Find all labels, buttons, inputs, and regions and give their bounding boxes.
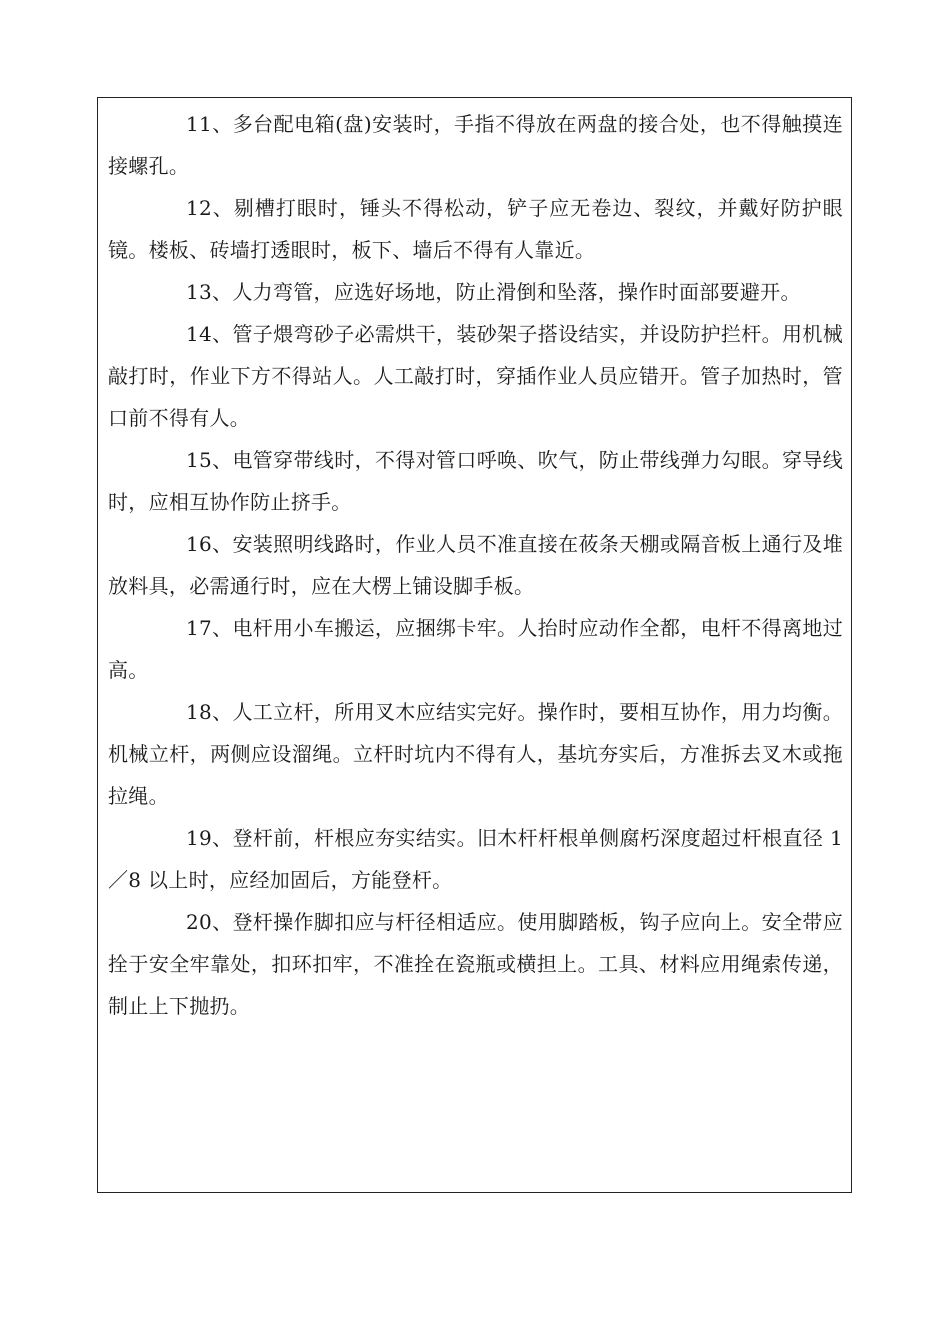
rule-paragraph-11: 11、多台配电箱(盘)安装时，手指不得放在两盘的接合处，也不得触摸连接螺孔。 <box>108 112 843 178</box>
rule-paragraph-14: 14、管子煨弯砂子必需烘干，装砂架子搭设结实，并设防护拦杆。用机械敲打时，作业下方不得站人。人工敲打时，穿插作业人员应错开。管子加热时，管口前不得有人。 <box>108 322 843 430</box>
rule-paragraph-16: 16、安装照明线路时，作业人员不准直接在莜条天棚或隔音板上通行及堆放料具，必需通行时，应在大楞上铺设脚手板。 <box>108 532 843 598</box>
rule-paragraph-17: 17、电杆用小车搬运，应捆绑卡牢。人抬时应动作全都，电杆不得离地过高。 <box>108 616 843 682</box>
document-frame <box>97 97 852 1193</box>
rule-paragraph-13: 13、人力弯管，应选好场地，防止滑倒和坠落，操作时面部要避开。 <box>186 280 801 304</box>
document-body <box>108 103 843 1027</box>
rule-paragraph-19: 19、登杆前，杆根应夯实结实。旧木杆杆根单侧腐朽深度超过杆根直径 1／8 以上时，应经加固后，方能登杆。 <box>108 826 843 892</box>
rule-paragraph-18: 18、人工立杆，所用叉木应结实完好。操作时，要相互协作，用力均衡。机械立杆，两侧应设溜绳。立杆时坑内不得有人，基坑夯实后，方准拆去叉木或拖拉绳。 <box>108 700 843 808</box>
rule-paragraph-20: 20、登杆操作脚扣应与杆径相适应。使用脚踏板，钩子应向上。安全带应拴于安全牢靠处，扣环扣牢，不准拴在瓷瓶或横担上。工具、材料应用绳索传递，制止上下抛扔。 <box>108 910 843 1018</box>
rule-paragraph-15: 15、电管穿带线时，不得对管口呼唤、吹气，防止带线弹力勾眼。穿导线时，应相互协作防止挤手。 <box>108 448 843 514</box>
rule-paragraph-12: 12、剔槽打眼时，锤头不得松动，铲子应无卷边、裂纹，并戴好防护眼镜。楼板、砖墙打透眼时，板下、墙后不得有人靠近。 <box>108 196 843 262</box>
